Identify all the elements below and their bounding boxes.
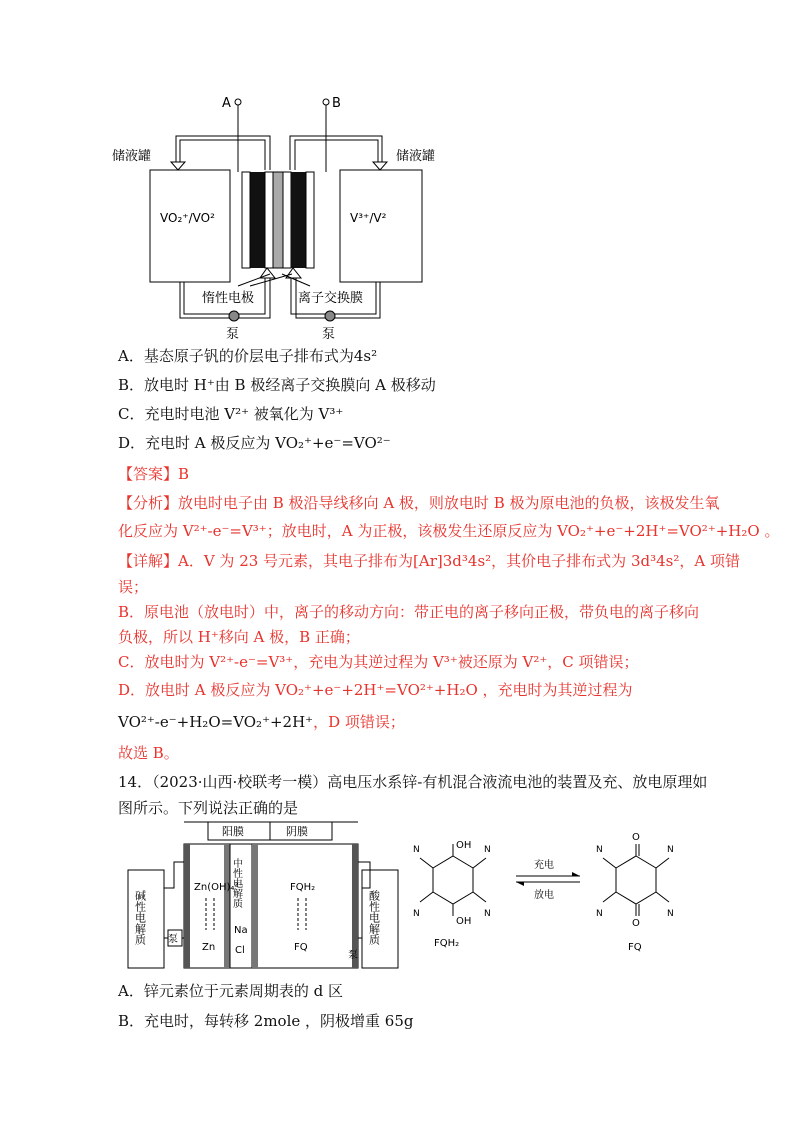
svg-text:OH: OH bbox=[456, 916, 472, 927]
fqh2-molecule-label: FQH₂ bbox=[434, 938, 460, 949]
q13-detail-7-equation: VO²⁺-e⁻+H₂O=VO₂⁺+2H⁺ bbox=[118, 713, 314, 731]
q13-analysis-2: 化反应为 V²⁺-e⁻=V³⁺；放电时，A 为正极，该极发生还原反应为 VO₂⁺+e⁻+2H⁺=VO²⁺+H₂O 。 bbox=[118, 522, 780, 540]
q13-analysis-1: 【分析】放电时电子由 B 极沿导线移向 A 极，则放电时 B 极为原电池的负极，该极发生氧 bbox=[118, 494, 720, 512]
cation-membrane-label: 阴膜 bbox=[286, 825, 308, 838]
right-pump-icon bbox=[325, 311, 335, 321]
cl-label: Cl bbox=[235, 945, 245, 956]
fqh2-cell-label: FQH₂ bbox=[290, 882, 316, 893]
left-pump-icon bbox=[229, 311, 239, 321]
q13-detail-4: 负极，所以 H⁺移向 A 极，B 正确； bbox=[118, 628, 360, 646]
svg-text:N: N bbox=[413, 845, 420, 855]
right-tank-label: 酸性电解质 bbox=[367, 890, 381, 945]
right-tank-content: V³⁺/V² bbox=[350, 211, 387, 225]
svg-text:OH: OH bbox=[456, 840, 472, 851]
right-pump-label: 泵 bbox=[322, 327, 336, 340]
svg-text:N: N bbox=[484, 845, 491, 855]
right-tank-label: 储液罐 bbox=[396, 149, 436, 164]
q13-option-b: B．放电时 H⁺由 B 极经离子交换膜向 A 极移动 bbox=[118, 376, 436, 394]
q13-option-a: A．基态原子钒的价层电子排布式为4s² bbox=[118, 347, 378, 365]
q13-detail-7 bbox=[118, 711, 405, 733]
svg-text:N: N bbox=[484, 909, 491, 919]
terminal-b-dot bbox=[323, 99, 329, 105]
middle-electrolyte: 中性电解质 bbox=[230, 858, 242, 908]
zincate-label: Zn(OH)₄²⁻ bbox=[194, 882, 244, 893]
fq-molecule-label: FQ bbox=[628, 942, 642, 953]
terminal-b-label: B bbox=[332, 96, 341, 111]
na-label: Na bbox=[234, 925, 248, 936]
q13-detail-2: 误； bbox=[118, 578, 149, 596]
vanadium-battery-diagram bbox=[110, 90, 470, 340]
q13-option-d: D．充电时 A 极反应为 VO₂⁺+e⁻=VO²⁻ bbox=[118, 434, 391, 452]
q14-stem-2: 图所示。下列说法正确的是 bbox=[118, 799, 299, 817]
left-tank-label: 储液罐 bbox=[112, 149, 152, 164]
zn-label: Zn bbox=[202, 942, 216, 953]
q13-detail-6: D．放电时 A 极反应为 VO₂⁺+e⁻+2H⁺=VO²⁺+H₂O ，充电时为其逆过程为 bbox=[118, 681, 633, 699]
terminal-a-dot bbox=[235, 99, 241, 105]
discharge-label: 放电 bbox=[534, 890, 554, 901]
q13-detail-7-note: ，D 项错误； bbox=[313, 713, 405, 731]
q14-option-a: A．锌元素位于元素周期表的 d 区 bbox=[118, 982, 343, 1000]
q13-answer: 【答案】B bbox=[118, 465, 190, 483]
q13-detail-3: B．原电池（放电时）中，离子的移动方向：带正电的离子移向正极，带负电的离子移向 bbox=[118, 603, 700, 621]
terminal-a-label: A bbox=[222, 96, 231, 111]
svg-text:N: N bbox=[596, 909, 603, 919]
charge-label: 充电 bbox=[534, 860, 554, 871]
left-tank-content: VO₂⁺/VO² bbox=[160, 211, 215, 225]
fq-cell-label: FQ bbox=[294, 942, 308, 953]
membrane-label: 离子交换膜 bbox=[298, 291, 364, 306]
q13-option-c: C．充电时电池 V²⁺ 被氧化为 V³⁺ bbox=[118, 405, 344, 423]
anion-membrane-label: 阳膜 bbox=[222, 825, 244, 838]
svg-text:N: N bbox=[596, 845, 603, 855]
left-tank-label: 碱性电解质 bbox=[133, 890, 147, 945]
svg-text:N: N bbox=[413, 909, 420, 919]
right-tank bbox=[340, 170, 422, 282]
q14-option-b: B．充电时，每转移 2mole ，阴极增重 65g bbox=[118, 1012, 414, 1030]
right-pump-label: 泵 bbox=[348, 950, 358, 961]
electrode-label: 惰性电极 bbox=[202, 291, 255, 306]
svg-text:N: N bbox=[667, 845, 674, 855]
svg-text:N: N bbox=[667, 909, 674, 919]
zinc-organic-battery-diagram bbox=[118, 818, 408, 978]
svg-text:O: O bbox=[632, 832, 640, 843]
q13-detail-1: 【详解】A．V 为 23 号元素，其电子排布为[Ar]3d³4s²，其价电子排布式为 3d³4s²，A 项错 bbox=[118, 552, 740, 570]
left-tank bbox=[150, 170, 230, 282]
left-pump-label: 泵 bbox=[226, 327, 240, 340]
fqh2-fq-equilibrium bbox=[408, 826, 698, 956]
svg-text:O: O bbox=[632, 918, 640, 929]
q14-stem-1: 14．（2023·山西·校联考一模）高电压水系锌-有机混合液流电池的装置及充、放电原理如 bbox=[118, 773, 708, 791]
q13-detail-5: C．放电时为 V²⁺-e⁻=V³⁺，充电为其逆过程为 V³⁺被还原为 V²⁺，C 项错误； bbox=[118, 653, 639, 671]
q13-conclusion: 故选 B。 bbox=[118, 744, 179, 762]
left-pump-label: 泵 bbox=[168, 934, 178, 945]
